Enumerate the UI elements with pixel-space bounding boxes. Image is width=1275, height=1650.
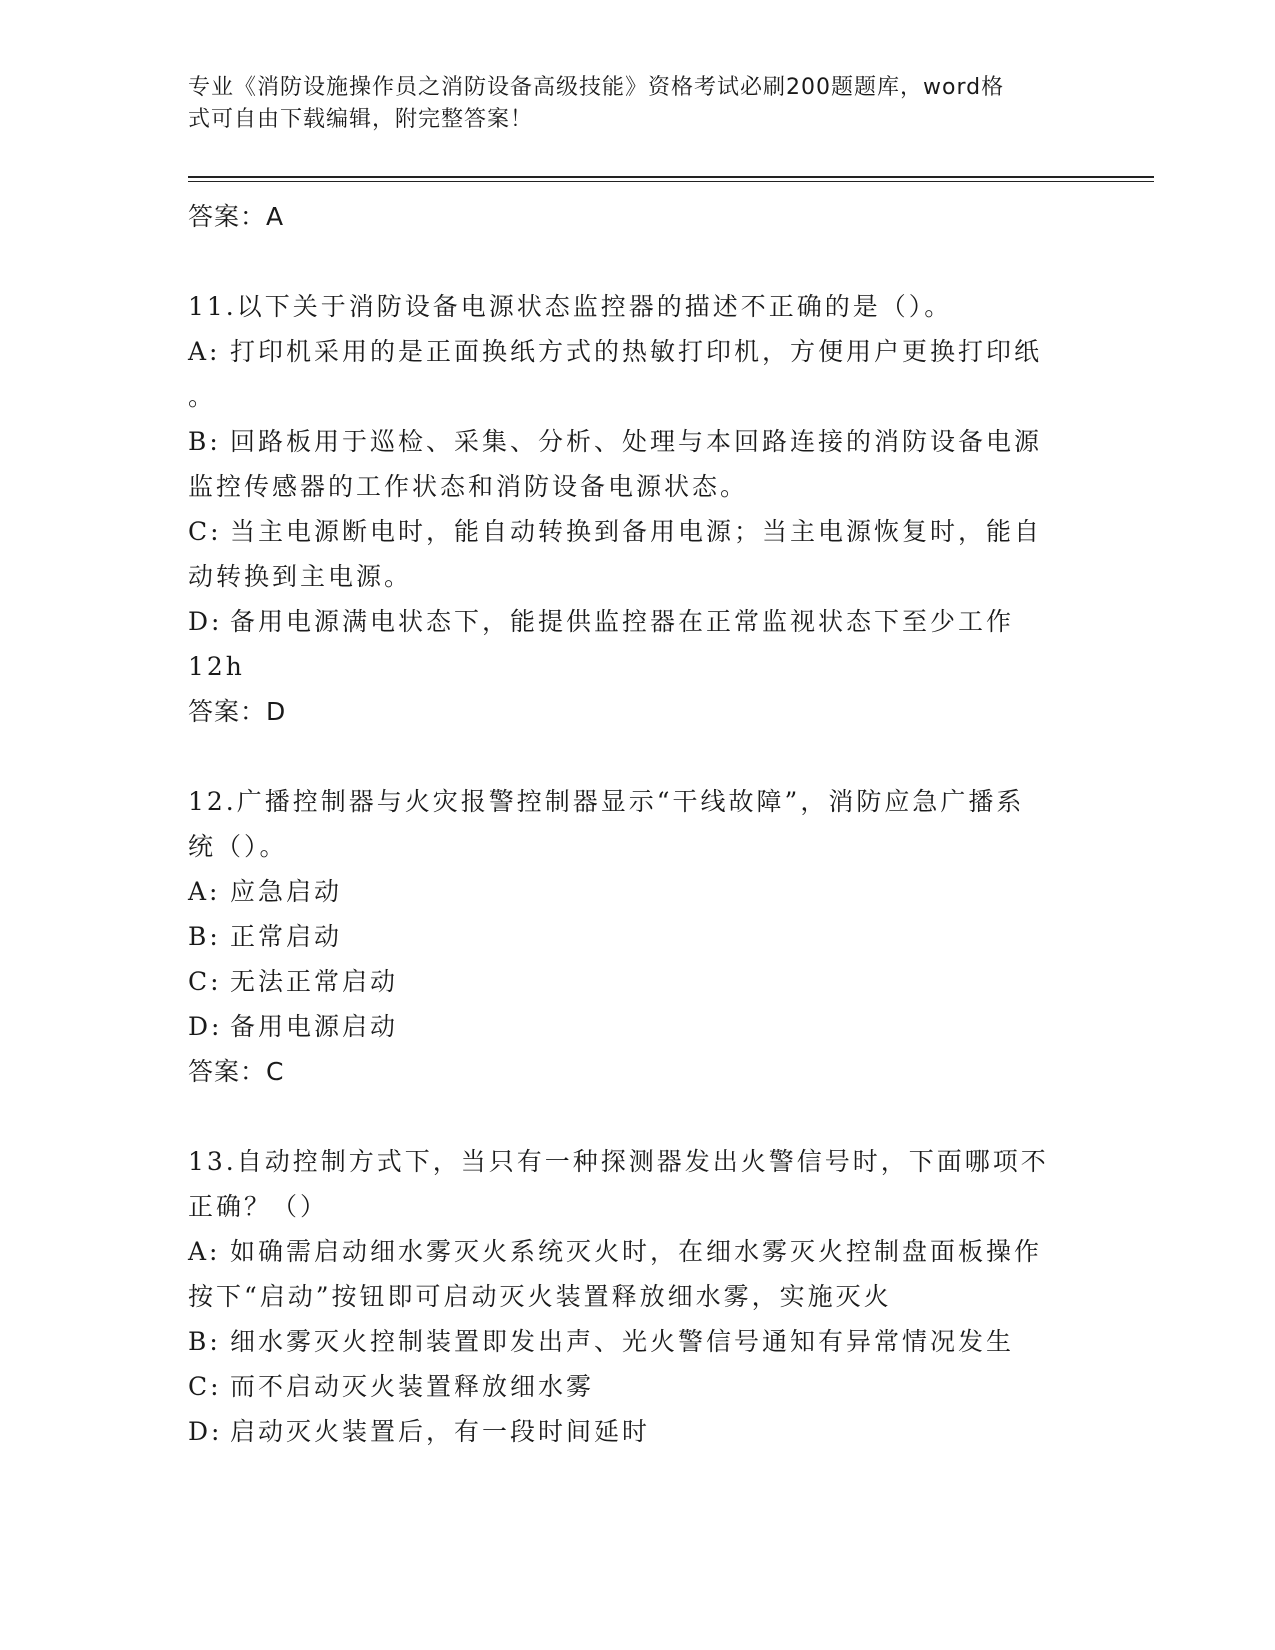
option-label: A:	[188, 1237, 221, 1266]
option-label: C:	[188, 967, 222, 996]
question-stem: 11.以下关于消防设备电源状态监控器的描述不正确的是（）。	[188, 292, 953, 321]
question-stem-cont: 正确？（）	[188, 1192, 329, 1221]
option-text: 备用电源满电状态下，能提供监控器在正常监视状态下至少工作	[230, 607, 1015, 636]
option-label: B:	[188, 922, 221, 951]
answer: 答案：D	[188, 697, 287, 726]
header-line-2: 式可自由下载编辑，附完整答案！	[188, 107, 534, 132]
option-c	[188, 1364, 1088, 1409]
previous-answer: 答案：A	[188, 202, 285, 231]
header-line-1: 专业《消防设施操作员之消防设备高级技能》资格考试必刷200题题库，word格	[188, 75, 1005, 100]
option-d	[188, 1004, 1088, 1049]
spacer	[188, 1094, 1088, 1139]
option-c	[188, 959, 1088, 1004]
option-text: 细水雾灭火控制装置即发出声、光火警信号通知有异常情况发生	[230, 1327, 1015, 1356]
option-b	[188, 419, 1088, 509]
question-11	[188, 284, 1088, 734]
option-label: B:	[188, 427, 221, 456]
option-label: D:	[188, 1417, 223, 1446]
option-text: 应急启动	[230, 877, 343, 906]
option-text: 启动灭火装置后，有一段时间延时	[230, 1417, 651, 1446]
option-a	[188, 869, 1088, 914]
option-text: 备用电源启动	[230, 1012, 399, 1041]
option-label: A:	[188, 337, 221, 366]
header-divider	[188, 176, 1154, 182]
question-stem-cont: 统（）。	[188, 832, 288, 861]
option-text: 正常启动	[230, 922, 343, 951]
question-12	[188, 779, 1088, 1094]
option-text: 如确需启动细水雾灭火系统灭火时，在细水雾灭火控制盘面板操作	[230, 1237, 1043, 1266]
option-text: 当主电源断电时，能自动转换到备用电源；当主电源恢复时，能自	[230, 517, 1043, 546]
question-stem: 12.广播控制器与火灾报警控制器显示“干线故障”，消防应急广播系	[188, 787, 1025, 816]
option-d	[188, 1409, 1088, 1454]
option-label: A:	[188, 877, 221, 906]
option-b	[188, 914, 1088, 959]
document-body	[188, 194, 1088, 1454]
option-text-cont: 12h	[188, 652, 245, 681]
question-stem: 13.自动控制方式下，当只有一种探测器发出火警信号时，下面哪项不	[188, 1147, 1049, 1176]
option-text-cont: 。	[188, 382, 217, 411]
spacer	[188, 239, 1088, 284]
option-label: B:	[188, 1327, 221, 1356]
option-a	[188, 329, 1088, 419]
option-text: 而不启动灭火装置释放细水雾	[230, 1372, 595, 1401]
option-text: 无法正常启动	[230, 967, 399, 996]
option-text: 打印机采用的是正面换纸方式的热敏打印机，方便用户更换打印纸	[230, 337, 1043, 366]
option-text-cont: 监控传感器的工作状态和消防设备电源状态。	[188, 472, 749, 501]
option-label: D:	[188, 607, 223, 636]
option-label: C:	[188, 1372, 222, 1401]
document-header	[188, 72, 1088, 136]
option-text-cont: 动转换到主电源。	[188, 562, 413, 591]
option-text-cont: 按下“启动”按钮即可启动灭火装置释放细水雾，实施灭火	[188, 1282, 892, 1311]
spacer	[188, 734, 1088, 779]
option-a	[188, 1229, 1088, 1319]
question-13	[188, 1139, 1088, 1454]
option-text: 回路板用于巡检、采集、分析、处理与本回路连接的消防设备电源	[230, 427, 1043, 456]
option-d	[188, 599, 1088, 689]
option-b	[188, 1319, 1088, 1364]
option-label: D:	[188, 1012, 223, 1041]
answer: 答案：C	[188, 1057, 285, 1086]
option-label: C:	[188, 517, 222, 546]
option-c	[188, 509, 1088, 599]
